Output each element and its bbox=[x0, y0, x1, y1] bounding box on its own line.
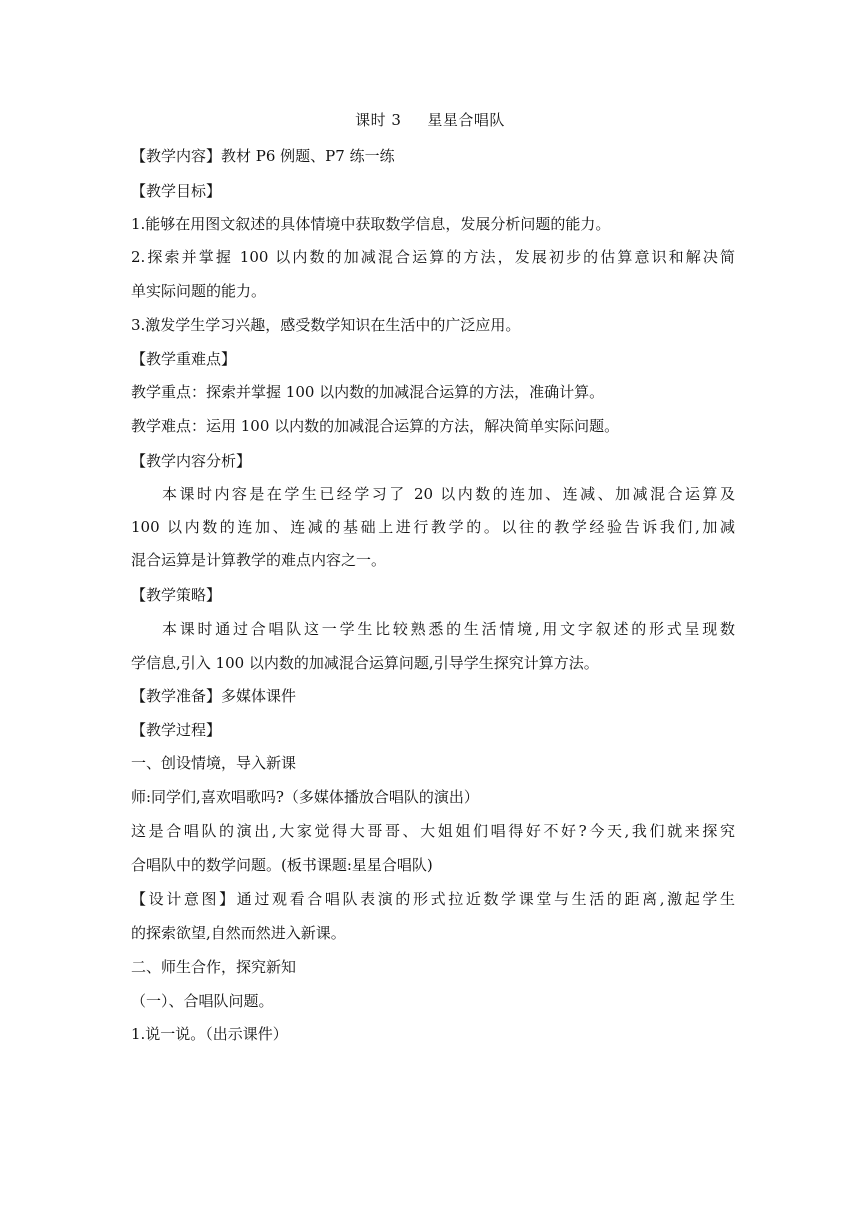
teacher-line: 师:同学们,喜欢唱歌吗?（多媒体播放合唱队的演出） bbox=[131, 788, 479, 806]
objective-2-line-2: 单实际问题的能力。 bbox=[131, 282, 267, 300]
difficult-point: 教学难点：运用 100 以内数的加减混合运算的方法，解决简单实际问题。 bbox=[131, 417, 620, 435]
objective-1: 1.能够在用图文叙述的具体情境中获取数学信息，发展分析问题的能力。 bbox=[131, 215, 611, 233]
analysis-line-1: 本课时内容是在学生已经学习了 20 以内数的连加、连减、加减混合运算及 bbox=[162, 485, 735, 503]
section-heading-objectives: 【教学目标】 bbox=[131, 182, 222, 200]
design-intent-line-1: 【设计意图】通过观看合唱队表演的形式拉近数学课堂与生活的距离,激起学生 bbox=[131, 890, 735, 908]
section-heading-strategy: 【教学策略】 bbox=[131, 586, 222, 604]
section-heading-preparation: 【教学准备】多媒体课件 bbox=[131, 687, 297, 705]
strategy-line-1: 本课时通过合唱队这一学生比较熟悉的生活情境,用文字叙述的形式呈现数 bbox=[162, 620, 735, 638]
lesson-number: 课时 3 bbox=[355, 111, 402, 129]
analysis-line-2: 100 以内数的连加、连减的基础上进行教学的。以往的教学经验告诉我们,加减 bbox=[131, 518, 735, 536]
teaching-content-line: 【教学内容】教材 P6 例题、P7 练一练 bbox=[131, 147, 395, 165]
intro-line-2: 合唱队中的数学问题。(板书课题:星星合唱队) bbox=[131, 856, 433, 874]
lesson-title bbox=[0, 110, 860, 130]
lesson-name: 星星合唱队 bbox=[427, 111, 505, 129]
design-intent-line-2: 的探索欲望,自然而然进入新课。 bbox=[131, 924, 346, 942]
section-heading-key-points: 【教学重难点】 bbox=[131, 350, 237, 368]
step-2-heading: 二、师生合作，探究新知 bbox=[131, 958, 297, 976]
intro-line-1: 这是合唱队的演出,大家觉得大哥哥、大姐姐们唱得好不好?今天,我们就来探究 bbox=[131, 822, 735, 840]
strategy-line-2: 学信息,引入 100 以内数的加减混合运算问题,引导学生探究计算方法。 bbox=[131, 654, 599, 672]
section-heading-content-analysis: 【教学内容分析】 bbox=[131, 452, 252, 470]
key-point: 教学重点：探索并掌握 100 以内数的加减混合运算的方法，准确计算。 bbox=[131, 383, 605, 401]
step-1-heading: 一、创设情境，导入新课 bbox=[131, 754, 297, 772]
objective-3: 3.激发学生学习兴趣，感受数学知识在生活中的广泛应用。 bbox=[131, 316, 521, 334]
analysis-line-3: 混合运算是计算教学的难点内容之一。 bbox=[131, 551, 387, 569]
objective-2-line-1: 2.探索并掌握 100 以内数的加减混合运算的方法，发展初步的估算意识和解决简 bbox=[131, 248, 735, 266]
section-heading-process: 【教学过程】 bbox=[131, 721, 222, 739]
item-1: 1.说一说。（出示课件） bbox=[131, 1025, 288, 1043]
subsection-heading: （一）、合唱队问题。 bbox=[131, 992, 274, 1010]
